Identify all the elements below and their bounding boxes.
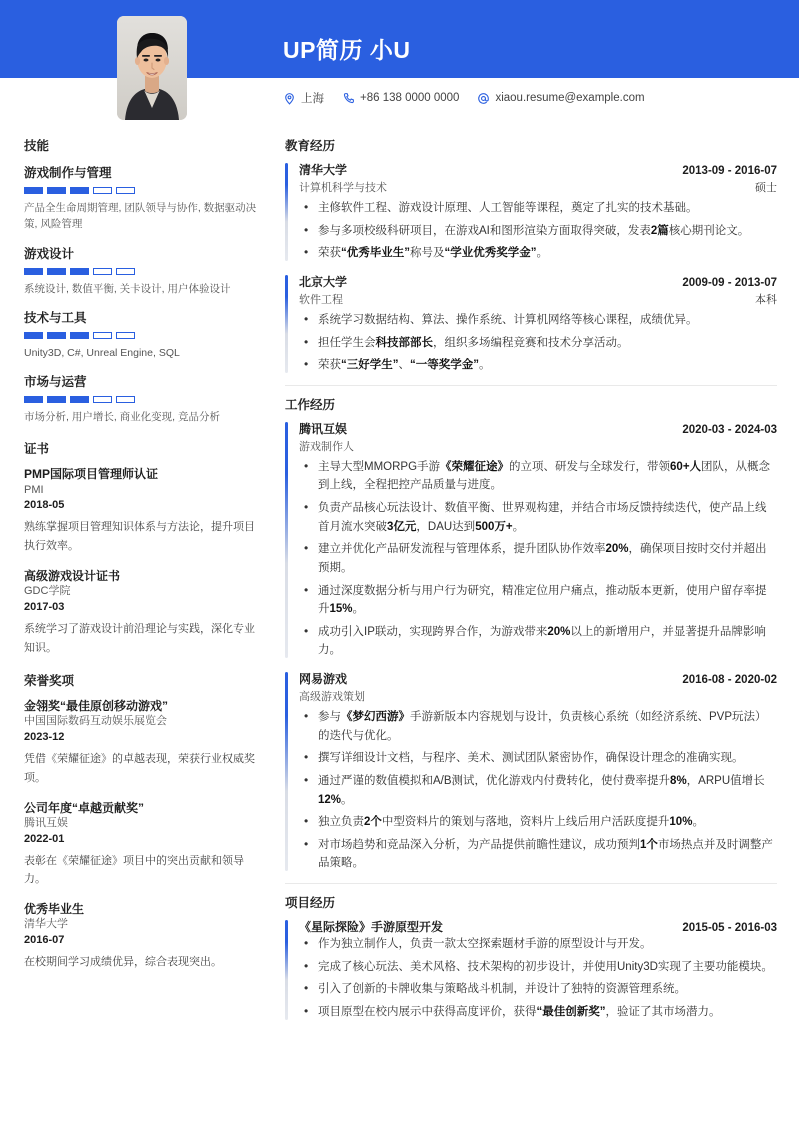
entry-bullet: • 主修软件工程、游戏设计原理、人工智能等课程，奠定了扎实的技术基础。 bbox=[299, 199, 777, 218]
award-item bbox=[24, 800, 262, 889]
award-item bbox=[24, 901, 262, 972]
certificate-item-description: 熟练掌握项目管理知识体系与方法论，提升项目执行效率。 bbox=[24, 521, 255, 553]
skill-block bbox=[24, 372, 262, 425]
skill-level-segment bbox=[24, 332, 43, 339]
award-item-title: 优秀毕业生 bbox=[24, 902, 85, 917]
entry-organization: 网易游戏 bbox=[299, 672, 348, 686]
main-column bbox=[285, 136, 777, 1032]
entry-bullet: • 主导大型MMORPG手游《荣耀征途》的立项、研发与全球发行，带领60+人团队，从概念到上线，全程把控产品质量与进度。 bbox=[299, 458, 777, 495]
entry-bullet: • 独立负责2个中型资料片的策划与落地，资料片上线后用户活跃度提升10%。 bbox=[299, 813, 777, 832]
entry-organization: 《星际探险》手游原型开发 bbox=[299, 920, 444, 934]
entry-bullet: • 参与多项校级科研项目，在游戏AI和图形渲染方面取得突破，发表2篇核心期刊论文。 bbox=[299, 222, 777, 241]
skill-level-segment bbox=[47, 187, 66, 194]
education-entries bbox=[285, 161, 777, 375]
certificates-list bbox=[24, 466, 262, 657]
skill-level-bar bbox=[24, 396, 262, 403]
skill-block bbox=[24, 244, 262, 297]
entry-header bbox=[299, 273, 777, 290]
award-item-title: 公司年度“卓越贡献奖” bbox=[24, 800, 145, 815]
contact-phone bbox=[342, 92, 459, 105]
email-at-icon bbox=[477, 92, 490, 105]
entry-subheader bbox=[299, 438, 777, 454]
certificate-item-title: 高级游戏设计证书 bbox=[24, 568, 121, 583]
entry-header bbox=[299, 670, 777, 687]
entry-header bbox=[299, 918, 777, 935]
award-item-date: 2016-07 bbox=[24, 934, 65, 947]
entry-subheader bbox=[299, 291, 777, 307]
certificate-item-description: 系统学习了游戏设计前沿理论与实践，深化专业知识。 bbox=[24, 622, 255, 654]
entry-role: 高级游戏策划 bbox=[299, 691, 365, 703]
entry-bullet: • 负责产品核心玩法设计、数值平衡、世界观构建，并结合市场反馈持续迭代，使产品上线首月流水突破3亿元，DAU达到500万+。 bbox=[299, 499, 777, 536]
entry-role: 软件工程 bbox=[299, 293, 343, 306]
skill-level-segment bbox=[93, 396, 112, 403]
entry-bullet: • 参与《梦幻西游》手游新版本内容规划与设计，负责核心系统（如经济系统、PVP玩法）的迭代与优化。 bbox=[299, 708, 777, 745]
award-item bbox=[24, 698, 262, 787]
entry-bullet: • 荣获“优秀毕业生”称号及“学业优秀奖学金”。 bbox=[299, 244, 777, 263]
award-item-date: 2022-01 bbox=[24, 832, 65, 845]
skill-level-segment bbox=[93, 332, 112, 339]
skill-level-segment bbox=[116, 332, 135, 339]
entry-organization: 腾讯互娱 bbox=[299, 421, 348, 436]
skill-block bbox=[24, 308, 262, 361]
skill-level-bar bbox=[24, 187, 262, 194]
certificate-item-date: 2017-03 bbox=[24, 600, 65, 613]
skill-description: 产品全生命周期管理, 团队领导与协作, 数据驱动决策, 风险管理 bbox=[24, 202, 257, 231]
contact-location-value: 上海 bbox=[301, 93, 324, 105]
experience-entry bbox=[285, 420, 777, 660]
entry-bullet-list bbox=[299, 935, 777, 1022]
award-item-org: 清华大学 bbox=[24, 918, 68, 931]
certificate-item bbox=[24, 568, 262, 657]
education-section bbox=[285, 136, 777, 375]
sidebar bbox=[24, 136, 262, 986]
skill-level-segment bbox=[24, 396, 43, 403]
skill-level-segment bbox=[47, 332, 66, 339]
avatar bbox=[117, 16, 187, 120]
projects-section-title: 项目经历 bbox=[285, 896, 336, 910]
project-entries bbox=[285, 918, 777, 1022]
certificates-section bbox=[24, 439, 262, 657]
certificate-item bbox=[24, 466, 262, 555]
entry-date-range: 2020-03 - 2024-03 bbox=[682, 423, 777, 436]
skill-level-segment bbox=[93, 187, 112, 194]
certificate-item-title: PMP国际项目管理师认证 bbox=[24, 467, 159, 482]
entry-bullet: • 引入了创新的卡牌收集与策略战斗机制，并设计了独特的资源管理系统。 bbox=[299, 980, 777, 999]
contact-phone-value: +86 138 0000 0000 bbox=[360, 92, 460, 104]
contact-location bbox=[283, 90, 324, 106]
certificate-item-org: GDC学院 bbox=[24, 584, 71, 597]
skill-description: 市场分析, 用户增长, 商业化变现, 竞品分析 bbox=[24, 411, 221, 424]
skill-name: 技术与工具 bbox=[24, 310, 87, 325]
skill-level-segment bbox=[47, 268, 66, 275]
entry-header bbox=[299, 161, 777, 178]
awards-list bbox=[24, 698, 262, 972]
certificate-item-org: PMI bbox=[24, 483, 44, 496]
contact-bar bbox=[283, 90, 645, 106]
experience-entry bbox=[285, 273, 777, 375]
certificate-item-date: 2018-05 bbox=[24, 499, 65, 512]
skill-level-segment bbox=[116, 396, 135, 403]
skill-level-bar bbox=[24, 332, 262, 339]
skill-name: 游戏制作与管理 bbox=[24, 166, 112, 180]
skills-section bbox=[24, 136, 262, 425]
skill-level-segment bbox=[93, 268, 112, 275]
entry-header bbox=[299, 420, 777, 437]
skills-list bbox=[24, 163, 262, 425]
award-item-org: 腾讯互娱 bbox=[24, 816, 68, 829]
entry-degree: 硕士 bbox=[755, 182, 777, 194]
skill-block bbox=[24, 163, 262, 233]
education-section-title: 教育经历 bbox=[285, 139, 336, 153]
entry-bullet-list bbox=[299, 311, 777, 375]
contact-email-value: xiaou.resume@example.com bbox=[495, 92, 645, 104]
entry-organization: 北京大学 bbox=[299, 274, 348, 289]
projects-section bbox=[285, 883, 777, 1022]
work-entries bbox=[285, 420, 777, 873]
entry-organization: 清华大学 bbox=[299, 163, 348, 177]
skill-level-segment bbox=[70, 187, 89, 194]
skill-level-segment bbox=[116, 187, 135, 194]
entry-bullet: • 担任学生会科技部部长，组织多场编程竞赛和技术分享活动。 bbox=[299, 334, 777, 353]
page-title: UP简历 小U bbox=[283, 37, 411, 63]
skill-level-segment bbox=[24, 187, 43, 194]
entry-bullet: • 项目原型在校内展示中获得高度评价，获得“最佳创新奖”，验证了其市场潜力。 bbox=[299, 1003, 777, 1022]
contact-email bbox=[477, 92, 644, 105]
award-item-date: 2023-12 bbox=[24, 731, 65, 744]
award-item-description: 表彰在《荣耀征途》项目中的突出贡献和领导力。 bbox=[24, 854, 244, 886]
skill-level-segment bbox=[47, 396, 66, 403]
experience-entry bbox=[285, 161, 777, 263]
skill-level-segment bbox=[70, 396, 89, 403]
entry-date-range: 2016-08 - 2020-02 bbox=[682, 674, 777, 686]
skill-name: 游戏设计 bbox=[24, 246, 75, 261]
award-item-description: 在校期间学习成绩优异，综合表现突出。 bbox=[24, 956, 222, 969]
award-item-org: 中国国际数码互动娱乐展览会 bbox=[24, 715, 167, 728]
entry-degree: 本科 bbox=[755, 293, 777, 306]
entry-bullet: • 建立并优化产品研发流程与管理体系，提升团队协作效率20%，确保项目按时交付并超出预期。 bbox=[299, 540, 777, 577]
entry-bullet: • 对市场趋势和竞品深入分析，为产品提供前瞻性建议，成功预判1个市场热点并及时调整产品策略。 bbox=[299, 836, 777, 873]
entry-bullet: • 通过深度数据分析与用户行为研究，精准定位用户痛点，推动版本更新，使用户留存率提升15%。 bbox=[299, 582, 777, 619]
entry-bullet: • 荣获“三好学生”、“一等奖学金”。 bbox=[299, 356, 777, 375]
skill-level-bar bbox=[24, 268, 262, 275]
entry-date-range: 2015-05 - 2016-03 bbox=[682, 922, 777, 934]
skill-name: 市场与运营 bbox=[24, 375, 87, 390]
awards-section-title: 荣誉奖项 bbox=[24, 674, 75, 689]
entry-bullet-list bbox=[299, 708, 777, 873]
skill-description: 系统设计, 数值平衡, 关卡设计, 用户体验设计 bbox=[24, 282, 231, 295]
entry-date-range: 2009-09 - 2013-07 bbox=[682, 276, 777, 289]
certificates-section-title: 证书 bbox=[24, 442, 50, 457]
work-section-title: 工作经历 bbox=[285, 397, 336, 412]
skills-section-title: 技能 bbox=[24, 139, 50, 153]
skill-level-segment bbox=[70, 268, 89, 275]
entry-bullet: • 完成了核心玩法、美术风格、技术架构的初步设计，并使用Unity3D实现了主要功能模块。 bbox=[299, 958, 777, 977]
work-section bbox=[285, 385, 777, 873]
entry-bullet: • 成功引入IP联动，实现跨界合作，为游戏带来20%以上的新增用户，并显著提升品牌影响力。 bbox=[299, 623, 777, 660]
entry-role: 计算机科学与技术 bbox=[299, 182, 387, 194]
entry-bullet-list bbox=[299, 199, 777, 263]
entry-subheader bbox=[299, 688, 777, 704]
award-item-title: 金翎奖“最佳原创移动游戏” bbox=[24, 699, 169, 714]
awards-section bbox=[24, 671, 262, 972]
entry-role: 游戏制作人 bbox=[299, 440, 354, 453]
entry-date-range: 2013-09 - 2016-07 bbox=[682, 165, 777, 177]
phone-icon bbox=[342, 92, 355, 105]
skill-description: Unity3D, C#, Unreal Engine, SQL bbox=[24, 346, 180, 359]
skill-level-segment bbox=[70, 332, 89, 339]
entry-bullet: • 通过严谨的数值模拟和A/B测试，优化游戏内付费转化，使付费率提升8%，ARPU值增长12%。 bbox=[299, 772, 777, 809]
entry-bullet: • 撰写详细设计文档，与程序、美术、测试团队紧密协作，确保设计理念的准确实现。 bbox=[299, 749, 777, 768]
entry-bullet: • 作为独立制作人，负责一款太空探索题材手游的原型设计与开发。 bbox=[299, 935, 777, 954]
skill-level-segment bbox=[116, 268, 135, 275]
portrait-photo bbox=[117, 16, 187, 120]
experience-entry bbox=[285, 670, 777, 873]
location-pin-icon bbox=[283, 92, 296, 105]
skill-level-segment bbox=[24, 268, 43, 275]
entry-bullet-list bbox=[299, 458, 777, 660]
entry-subheader bbox=[299, 179, 777, 195]
entry-bullet: • 系统学习数据结构、算法、操作系统、计算机网络等核心课程，成绩优异。 bbox=[299, 311, 777, 330]
award-item-description: 凭借《荣耀征途》的卓越表现，荣获行业权威奖项。 bbox=[24, 753, 255, 784]
experience-entry bbox=[285, 918, 777, 1022]
